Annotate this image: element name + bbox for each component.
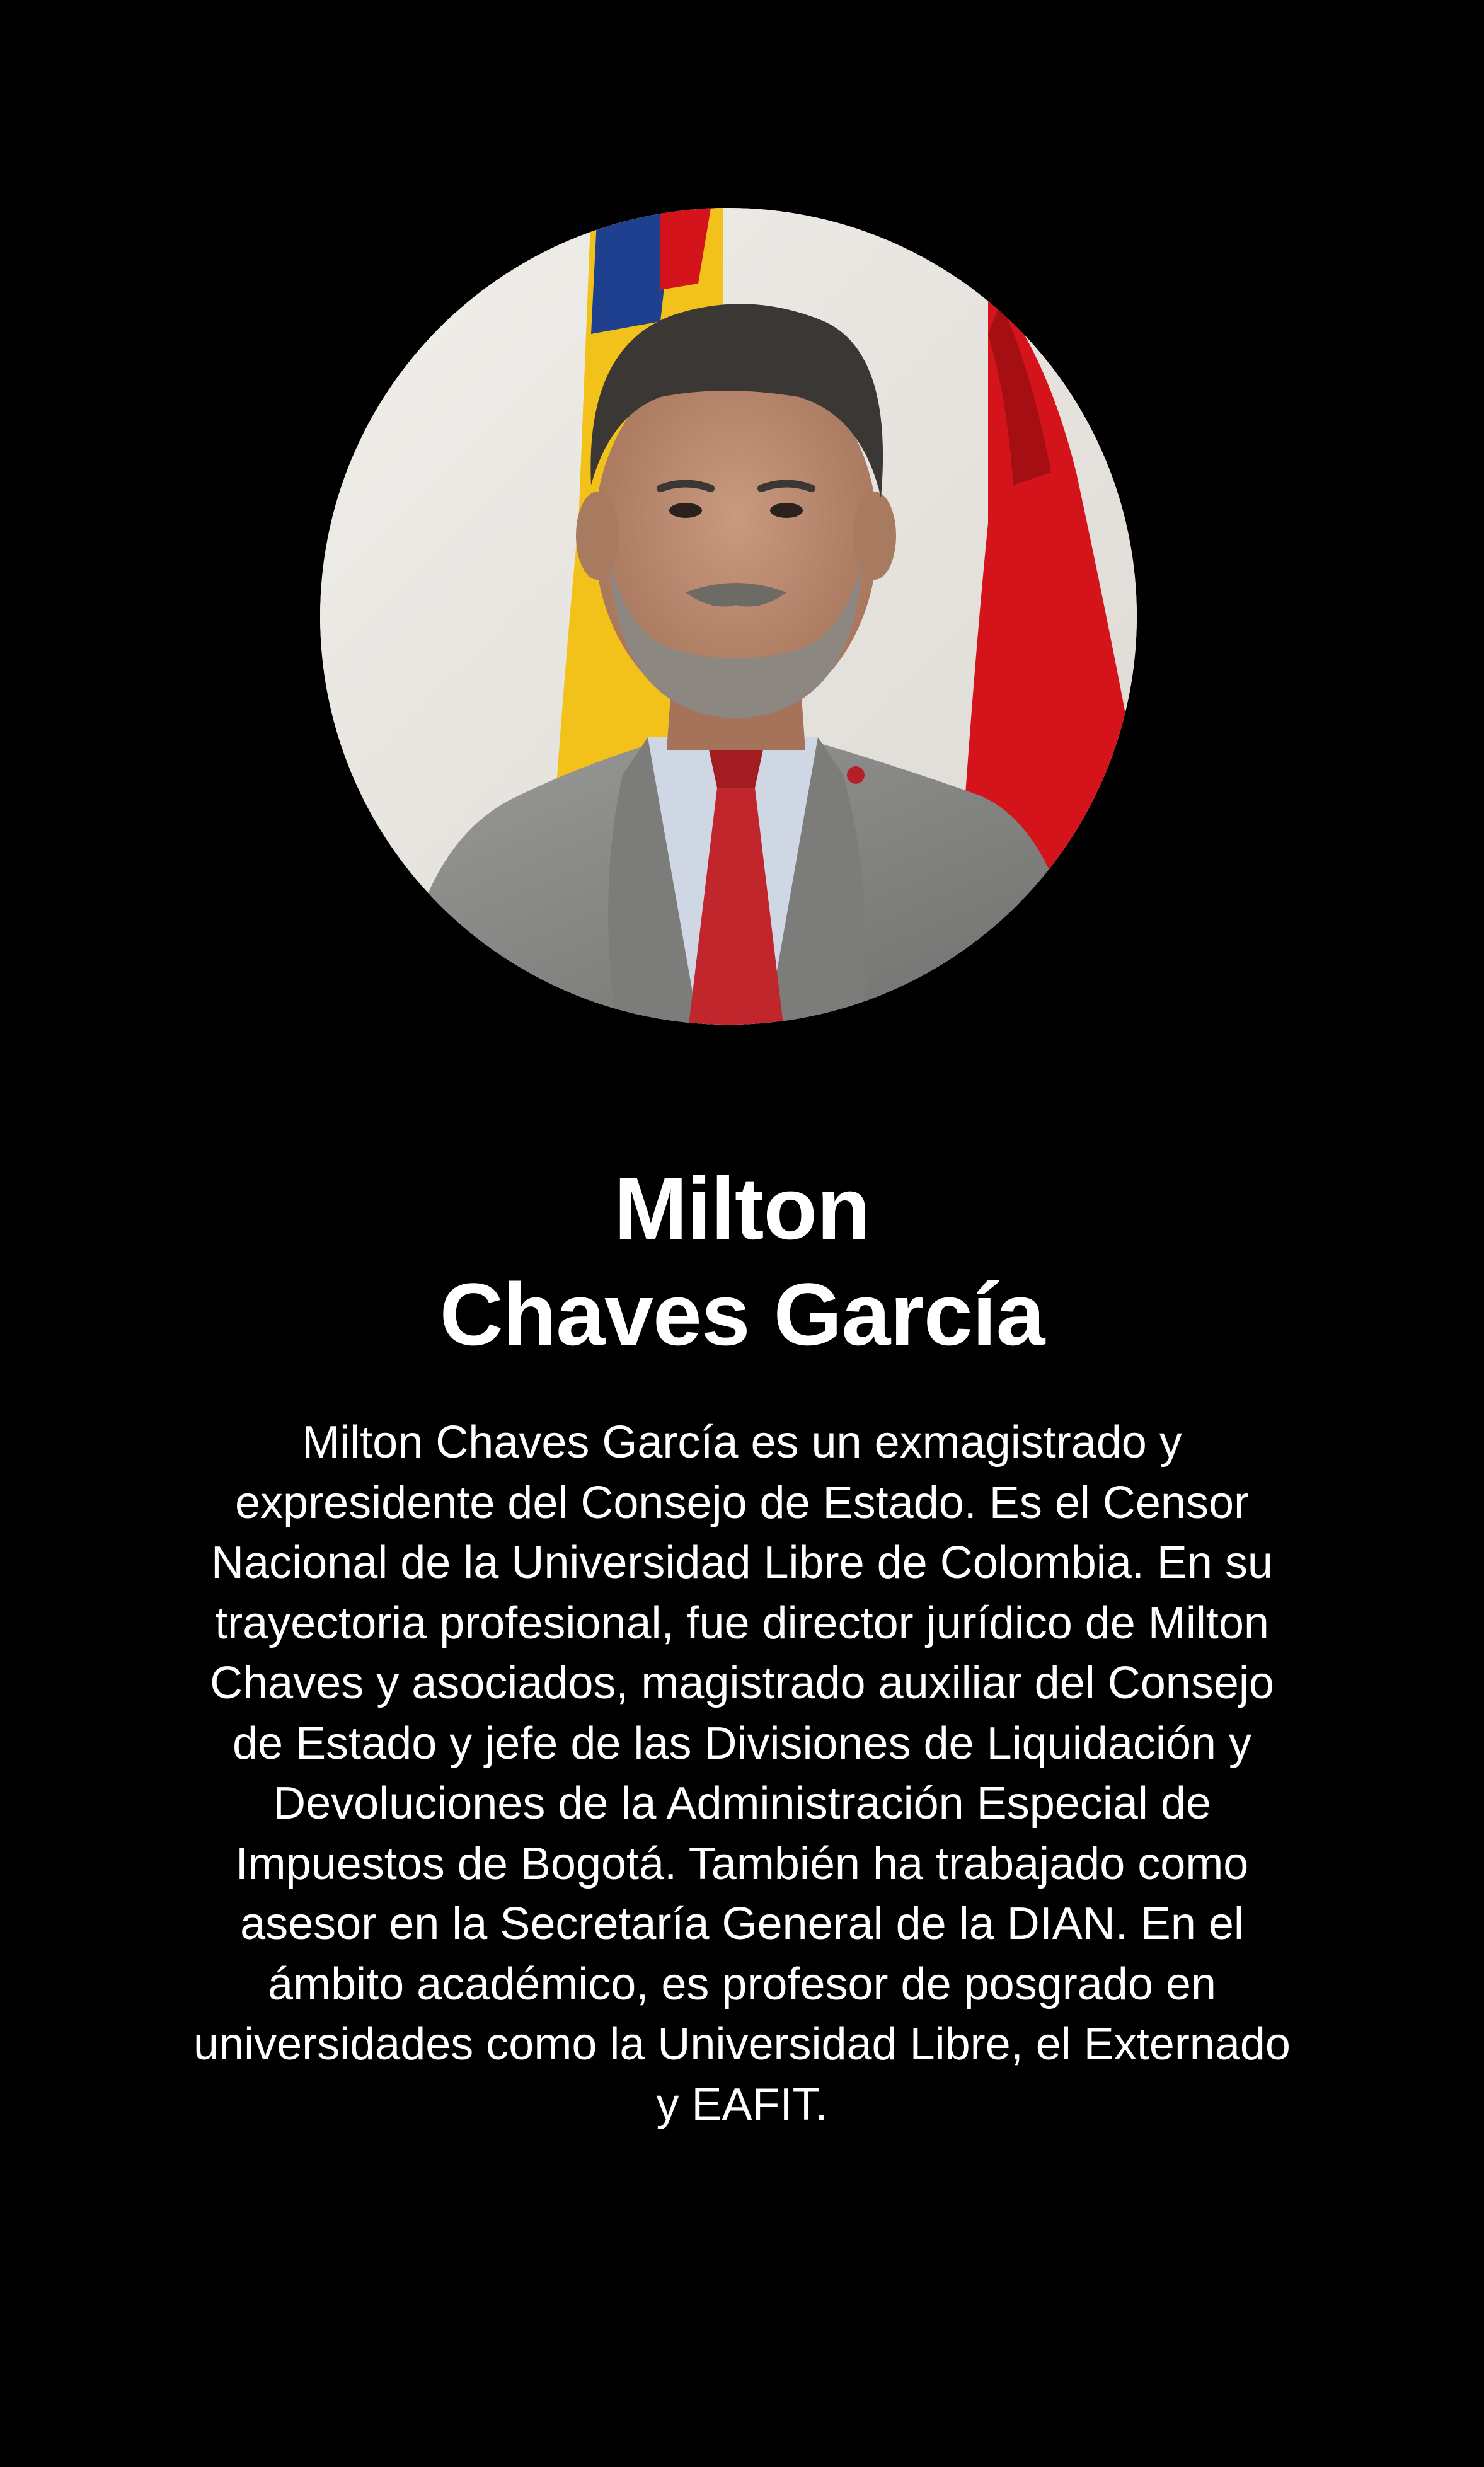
name-line-last: Chaves García xyxy=(439,1264,1045,1364)
person-name xyxy=(0,1156,1484,1367)
biography-text: Milton Chaves García es un exmagistrado y expresidente del Consejo de Estado. Es el Censor Nacional de la Universidad Libre de Colombia. En su trayectoria profesional, fue director jurídico de Milton Chaves y asociados, magistrado auxiliar del Consejo de Estado y jefe de las Divisiones de Liquidación y Devoluciones de la Administración Especial de Impuestos de Bogotá. También ha trabajado como asesor en la Secretaría General de la DIAN. En el ámbito académico, es profesor de posgrado en universidades como la Universidad Libre, el Externado y EAFIT. xyxy=(193,1417,1291,2130)
person-portrait-icon xyxy=(320,208,1137,1025)
name-line-first: Milton xyxy=(614,1158,870,1258)
profile-photo xyxy=(320,208,1137,1025)
